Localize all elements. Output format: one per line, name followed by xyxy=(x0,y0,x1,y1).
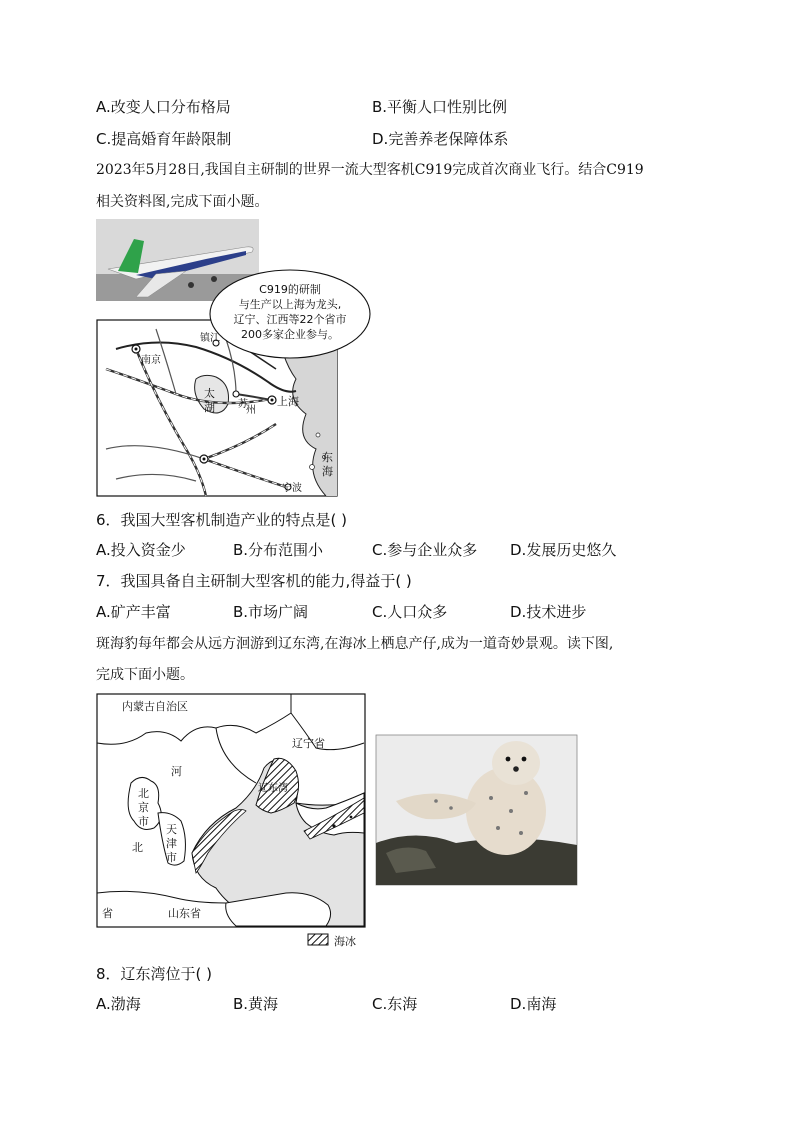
intro-c919-line2: 相关资料图,完成下面小题。 xyxy=(96,194,269,210)
intro-seal-line1: 斑海豹每年都会从远方洄游到辽东湾,在海冰上栖息产仔,成为一道奇妙景观。读下图, xyxy=(96,636,614,652)
callout-line-1: C919的研制 xyxy=(259,283,321,296)
map-label-he: 河 xyxy=(171,765,182,778)
intro-seal-line2: 完成下面小题。 xyxy=(96,667,194,683)
map-label-beijing-2: 京 xyxy=(138,801,149,814)
q7-stem: 7．我国具备自主研制大型客机的能力,得益于( ) xyxy=(96,572,412,590)
bohai-map xyxy=(97,694,365,927)
sea-ice-legend xyxy=(308,934,356,948)
map-label-shanghai: 上海 xyxy=(277,395,299,408)
map-label-ningbo: 宁波 xyxy=(282,483,302,494)
liaodong-bay-figure xyxy=(96,693,586,955)
q7-option-d: D.技术进步 xyxy=(510,603,587,621)
q5-option-d: D.完善养老保障体系 xyxy=(372,130,509,148)
map-label-zhenjiang: 镇江 xyxy=(200,333,220,344)
q6-stem: 6．我国大型客机制造产业的特点是( ) xyxy=(96,511,348,529)
map-label-suzhou-1: 苏 xyxy=(238,399,248,410)
q7-option-b: B.市场广阔 xyxy=(233,603,309,621)
callout-line-3: 辽宁、江西等22个省市 xyxy=(233,313,347,326)
map-label-donghai-1: 东 xyxy=(322,451,333,464)
q8-option-a: A.渤海 xyxy=(96,995,141,1013)
q5-option-b: B.平衡人口性别比例 xyxy=(372,98,508,116)
q6-option-b: B.分布范围小 xyxy=(233,541,324,559)
q6-option-a: A.投入资金少 xyxy=(96,541,186,559)
q5-option-a: A.改变人口分布格局 xyxy=(96,98,231,116)
q6-option-d: D.发展历史悠久 xyxy=(510,541,617,559)
map-label-beijing-3: 市 xyxy=(138,815,149,828)
callout-line-4: 200多家企业参与。 xyxy=(241,328,339,341)
q8-option-d: D.南海 xyxy=(510,995,557,1013)
map-label-suzhou-2: 州 xyxy=(246,405,256,416)
q8-option-c: C.东海 xyxy=(372,995,418,1013)
q6-option-c: C.参与企业众多 xyxy=(372,541,478,559)
map-label-liaodongwan: 辽东湾 xyxy=(258,783,288,794)
q8-stem: 8．辽东湾位于( ) xyxy=(96,965,213,983)
c919-callout-bubble xyxy=(210,270,370,358)
map-label-tianjin-1: 天 xyxy=(166,823,177,836)
map-label-taihu-1: 太 xyxy=(204,387,215,400)
map-label-neimenggu: 内蒙古自治区 xyxy=(122,700,188,713)
map-label-beijing-1: 北 xyxy=(138,787,149,800)
intro-c919-line1: 2023年5月28日,我国自主研制的世界一流大型客机C919完成首次商业飞行。结合C919 xyxy=(96,162,644,178)
q8-option-b: B.黄海 xyxy=(233,995,279,1013)
callout-line-2: 与生产以上海为龙头, xyxy=(238,298,342,311)
map-label-liaoning: 辽宁省 xyxy=(292,737,325,750)
c919-figure xyxy=(96,219,372,499)
map-label-bei: 北 xyxy=(132,841,143,854)
q7-option-c: C.人口众多 xyxy=(372,603,448,621)
map-label-taihu-2: 湖 xyxy=(204,401,215,414)
map-label-tianjin-3: 市 xyxy=(166,851,177,864)
map-label-nanjing: 南京 xyxy=(141,355,161,366)
q5-option-c: C.提高婚育年龄限制 xyxy=(96,130,232,148)
map-label-tianjin-2: 津 xyxy=(166,837,177,850)
map-label-donghai-2: 海 xyxy=(322,465,333,478)
map-label-sheng: 省 xyxy=(102,907,113,920)
spotted-seal-photo xyxy=(376,735,577,885)
legend-label-sea-ice: 海冰 xyxy=(334,935,356,948)
map-label-shandong: 山东省 xyxy=(168,907,201,920)
q7-option-a: A.矿产丰富 xyxy=(96,603,171,621)
